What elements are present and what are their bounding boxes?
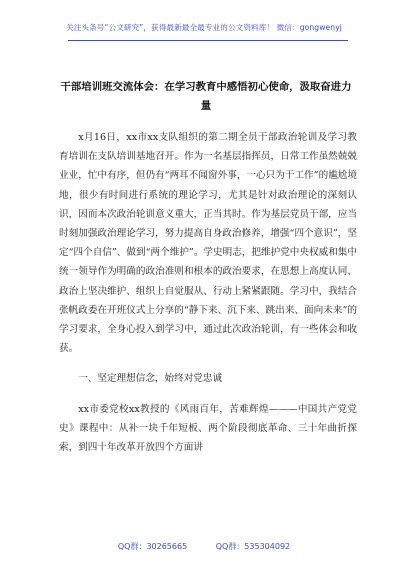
section-heading: 一、坚定理想信念，始终对党忠诚 bbox=[78, 373, 223, 385]
header-banner: 关注头条号“公文研究”，获得最新最全最专业的公文资料库！ 微信：gongwenyj bbox=[66, 23, 342, 32]
footer-qq-group-1: QQ群：30265665 bbox=[117, 542, 188, 551]
body-paragraph: x月16日，xx市xx支队组织的第二期全员干部政治轮训及学习教育培训在支队培训基地召开。作为一名基层指挥员，日常工作虽然兢兢业业，忙中有序，但仍有“两耳不闻窗外事，一心只为干工作”的尴尬境地，很少有时间进行系统的理论学习，尤其是针对政治理论的深刻认识，因而本次政治轮训意义重大，正当其时。作为基层党员干部，应当时刻加强政治理论学习，努力提高自身政治修养，增强“四个意识”，坚定“四个自信”、做到“两个维护”。学史明志，把维护党中央权威和集中统一领导作为明确的政治准则和根本的政治要求，在思想上高度认同、政治上坚决维护、组织上自觉服从、行动上紧紧跟随。学习中，我结合张帆政委在开班仪式上分享的“静下来、沉下来、跳出来、面向未来”的学习要求，全身心投入到学习中，通过此次政治轮训，有一些体会和收获。 bbox=[59, 132, 357, 355]
footer bbox=[0, 541, 408, 552]
document-body bbox=[59, 128, 357, 457]
document-title: 干部培训班交流体会：在学习教育中感悟初心使命，汲取奋进力量 bbox=[60, 81, 352, 112]
body-paragraph: xx市委党校xx教授的《风雨百年，苦难辉煌———中国共产党党史》课程中：从补一块千年短板、两个阶段彻底革命、三十年曲折探索，到四十年改革开放四个方面讲 bbox=[59, 403, 357, 454]
header-divider bbox=[68, 40, 348, 41]
footer-qq-group-2: QQ群：535304092 bbox=[215, 542, 291, 551]
